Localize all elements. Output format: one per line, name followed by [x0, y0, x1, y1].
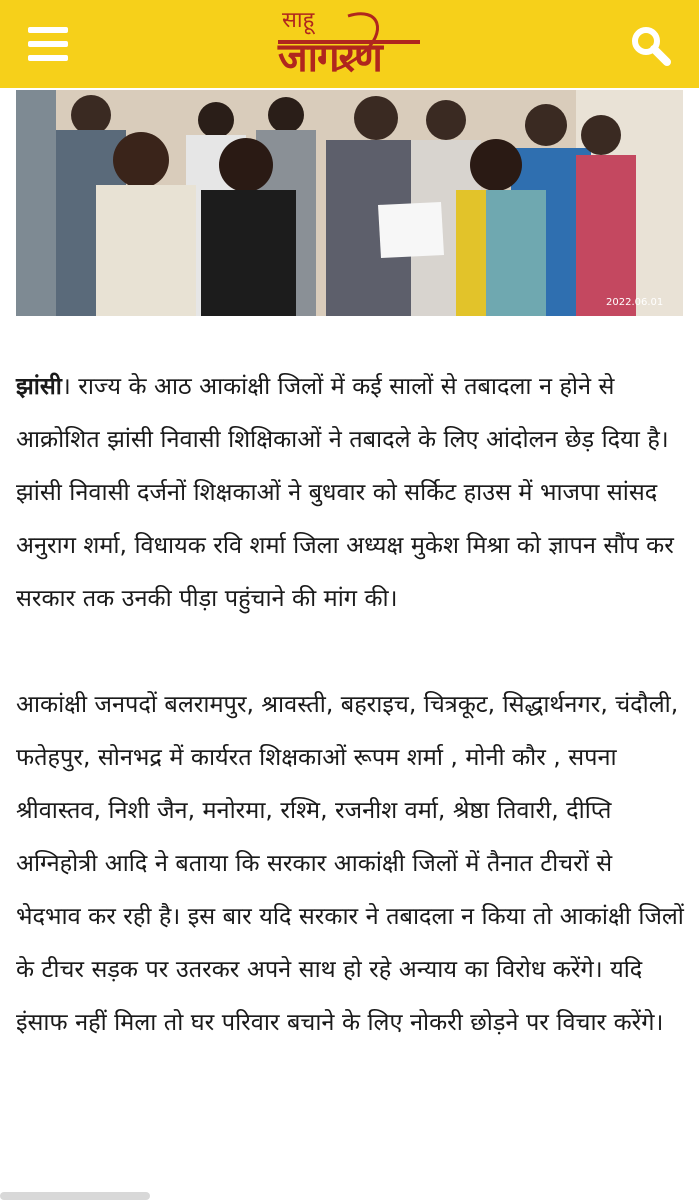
article-paragraph-2: आकांक्षी जनपदों बलरामपुर, श्रावस्ती, बहराइच, चित्रकूट, सिद्धार्थनगर, चंदौली, फतेहपुर, सोनभद्र में कार्यरत शिक्षकाओं रूपम शर्मा , मोनी कौर , सपना श्रीवास्तव, निशी जैन, मनोरमा, रश्मि, रजनीश वर्मा, श्रेष्ठा तिवारी, दीप्ति अग्निहोत्री आदि ने बताया कि सरकार आकांक्षी जिलों में तैनात टीचरों से भेदभाव कर रही है। इस बार यदि सरकार ने तबादला न किया तो आकांक्षी जिलों के टीचर सड़क पर उतरकर अपने साथ हो रहे अन्याय का विरोध करेंगे। यदि इंसाफ नहीं मिला तो घर परिवार बचाने के लिए नोकरी छोड़ने पर विचार करेंगे।: [16, 690, 684, 1036]
news-photo-illustration: [16, 90, 683, 316]
site-logo[interactable]: [270, 2, 430, 86]
search-icon: [630, 26, 672, 66]
article-body: [16, 360, 684, 1049]
photo-timestamp: 2022.06.01: [606, 297, 664, 308]
article-photo[interactable]: [16, 90, 683, 316]
lead-text: । राज्य के आठ आकांक्षी जिलों में कई सालों से तबादला न होने से आक्रोशित झांसी निवासी शिक्षिकाओं ने तबादले के लिए आंदोलन छेड़ दिया है। झांसी निवासी दर्जनों शिक्षकाओं ने बुधवार को सर्किट हाउस में भाजपा सांसद अनुराग शर्मा, विधायक रवि शर्मा जिला अध्यक्ष मुकेश मिश्रा को ज्ञापन सौंप कर सरकार तक उनकी पीड़ा पहुंचाने की मांग की।: [16, 372, 674, 612]
dateline-place: झांसी: [16, 372, 62, 400]
search-button[interactable]: [630, 26, 672, 66]
hamburger-menu-icon: [28, 27, 68, 33]
top-header: [0, 0, 699, 88]
article-paragraph-1: [16, 360, 684, 625]
home-indicator: [0, 1192, 150, 1200]
menu-button[interactable]: [28, 24, 70, 64]
logo-main-text: जागरण: [278, 34, 382, 81]
logo-sub-text: साहू: [282, 8, 315, 33]
